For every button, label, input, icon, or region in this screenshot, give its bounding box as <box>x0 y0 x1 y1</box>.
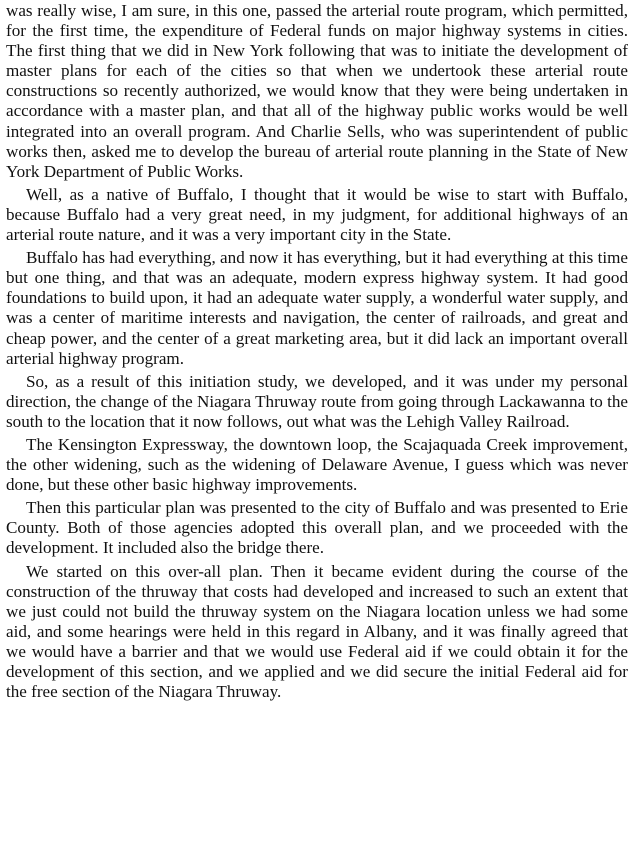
document-page <box>6 1 628 705</box>
paragraph-federal-aid: We started on this over-all plan. Then it became evident during the course of the construction of the thruway that costs had developed and increased to such an extent that we just could not build the thruway system on the Niagara location unless we had some aid, and some hearings were held in this regard in Albany, and it was finally agreed that we would have a barrier and that we would use Federal aid if we could obtain it for the development of this section, and we applied and we did secure the initial Federal aid for the free section of the Niagara Thruway. <box>6 561 628 702</box>
paragraph-arterial-route-program: was really wise, I am sure, in this one, passed the arterial route program, which permitted, for the first time, the expenditure of Federal funds on major highway systems in cities. The first thing that we did in New York following that was to initiate the development of master plans for each of the cities so that when we undertook these arterial route constructions so recently authorized, we would know that they were being undertaken in accordance with a master plan, and that all of the highway public works would be well integrated into an overall program. And Charlie Sells, who was superintendent of public works then, asked me to develop the bureau of arterial route planning in the State of New York Department of Public Works. <box>6 1 628 181</box>
paragraph-kensington-expressway: The Kensington Expressway, the downtown loop, the Scajaquada Creek improvement, the other widening, such as the widening of Delaware Avenue, I guess which was never done, but these other basic highway improvements. <box>6 434 628 495</box>
paragraph-plan-presented: Then this particular plan was presented to the city of Buffalo and was presented to Erie County. Both of those agencies adopted this overall plan, and we proceeded with the development. It included also the bridge there. <box>6 498 628 558</box>
paragraph-buffalo-native: Well, as a native of Buffalo, I thought that it would be wise to start with Buffalo, because Buffalo had a very great need, in my judgment, for additional highways of an arterial route nature, and it was a very important city in the State. <box>6 184 628 245</box>
paragraph-initiation-study: So, as a result of this initiation study, we developed, and it was under my personal direction, the change of the Niagara Thruway route from going through Lackawanna to the south to the location that it now follows, out what was the Lehigh Valley Railroad. <box>6 371 628 431</box>
paragraph-buffalo-everything: Buffalo has had everything, and now it has everything, but it had everything at this time but one thing, and that was an adequate, modern express highway system. It had good foundations to build upon, it had an adequate water supply, a wonderful water supply, and was a center of maritime interests and navigation, the center of railroads, and great and cheap power, and the center of a great marketing area, but it did lack an important overall arterial highway program. <box>6 248 628 368</box>
